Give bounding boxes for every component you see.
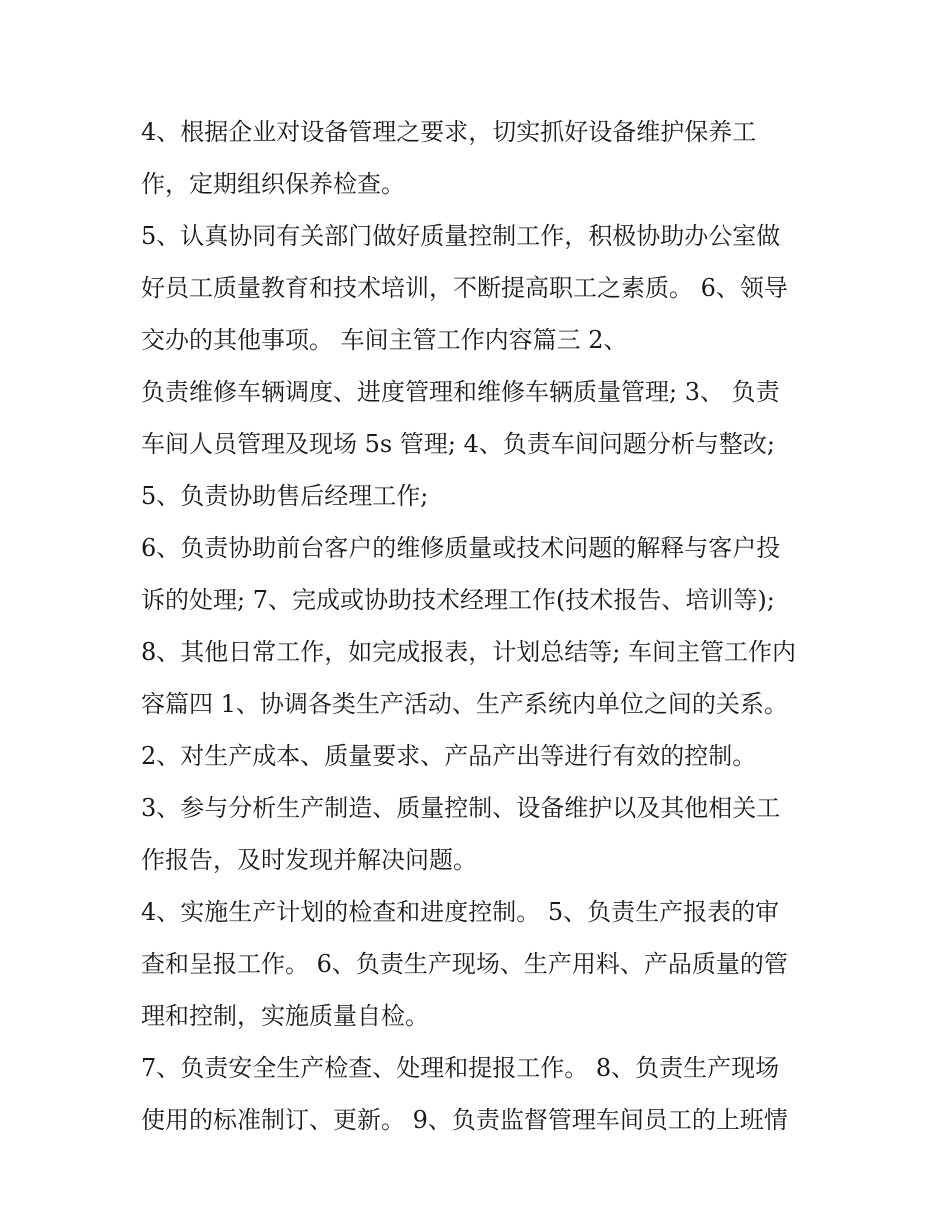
text-line: 理和控制，实施质量自检。 (141, 1002, 429, 1030)
text-line: 交办的其他事项。 车间主管工作内容篇三 2、 (141, 326, 628, 354)
text-line: 查和呈报工作。 6、负责生产现场、生产用料、产品质量的管 (141, 950, 788, 978)
text-line: 6、负责协助前台客户的维修质量或技术问题的解释与客户投 (141, 534, 781, 562)
text-line: 4、实施生产计划的检查和进度控制。 5、负责生产报表的审 (141, 898, 780, 926)
text-line: 负责维修车辆调度、进度管理和维修车辆质量管理; 3、 负责 (141, 378, 780, 406)
text-line: 作，定期组织保养检查。 (141, 170, 405, 198)
text-line: 好员工质量教育和技术培训，不断提高职工之素质。 6、领导 (141, 274, 788, 302)
text-line: 作报告，及时发现并解决问题。 (141, 846, 477, 874)
text-line: 2、对生产成本、质量要求、产品产出等进行有效的控制。 (141, 742, 757, 770)
text-line: 车间人员管理及现场 5s 管理; 4、负责车间问题分析与整改; (141, 430, 775, 458)
text-line: 使用的标准制订、更新。 9、负责监督管理车间员工的上班情 (141, 1106, 788, 1134)
text-line: 4、根据企业对设备管理之要求，切实抓好设备维护保养工 (141, 118, 757, 146)
text-line: 5、认真协同有关部门做好质量控制工作，积极协助办公室做 (141, 222, 781, 250)
text-line: 容篇四 1、协调各类生产活动、生产系统内单位之间的关系。 (141, 690, 788, 718)
text-line: 诉的处理; 7、完成或协助技术经理工作(技术报告、培训等); (141, 586, 775, 614)
text-line: 7、负责安全生产检查、处理和提报工作。 8、负责生产现场 (141, 1054, 780, 1082)
document-body (141, 106, 821, 1146)
text-line: 5、负责协助售后经理工作; (141, 482, 429, 510)
text-line: 3、参与分析生产制造、质量控制、设备维护以及其他相关工 (141, 794, 781, 822)
text-line: 8、其他日常工作，如完成报表，计划总结等; 车间主管工作内 (141, 638, 796, 666)
